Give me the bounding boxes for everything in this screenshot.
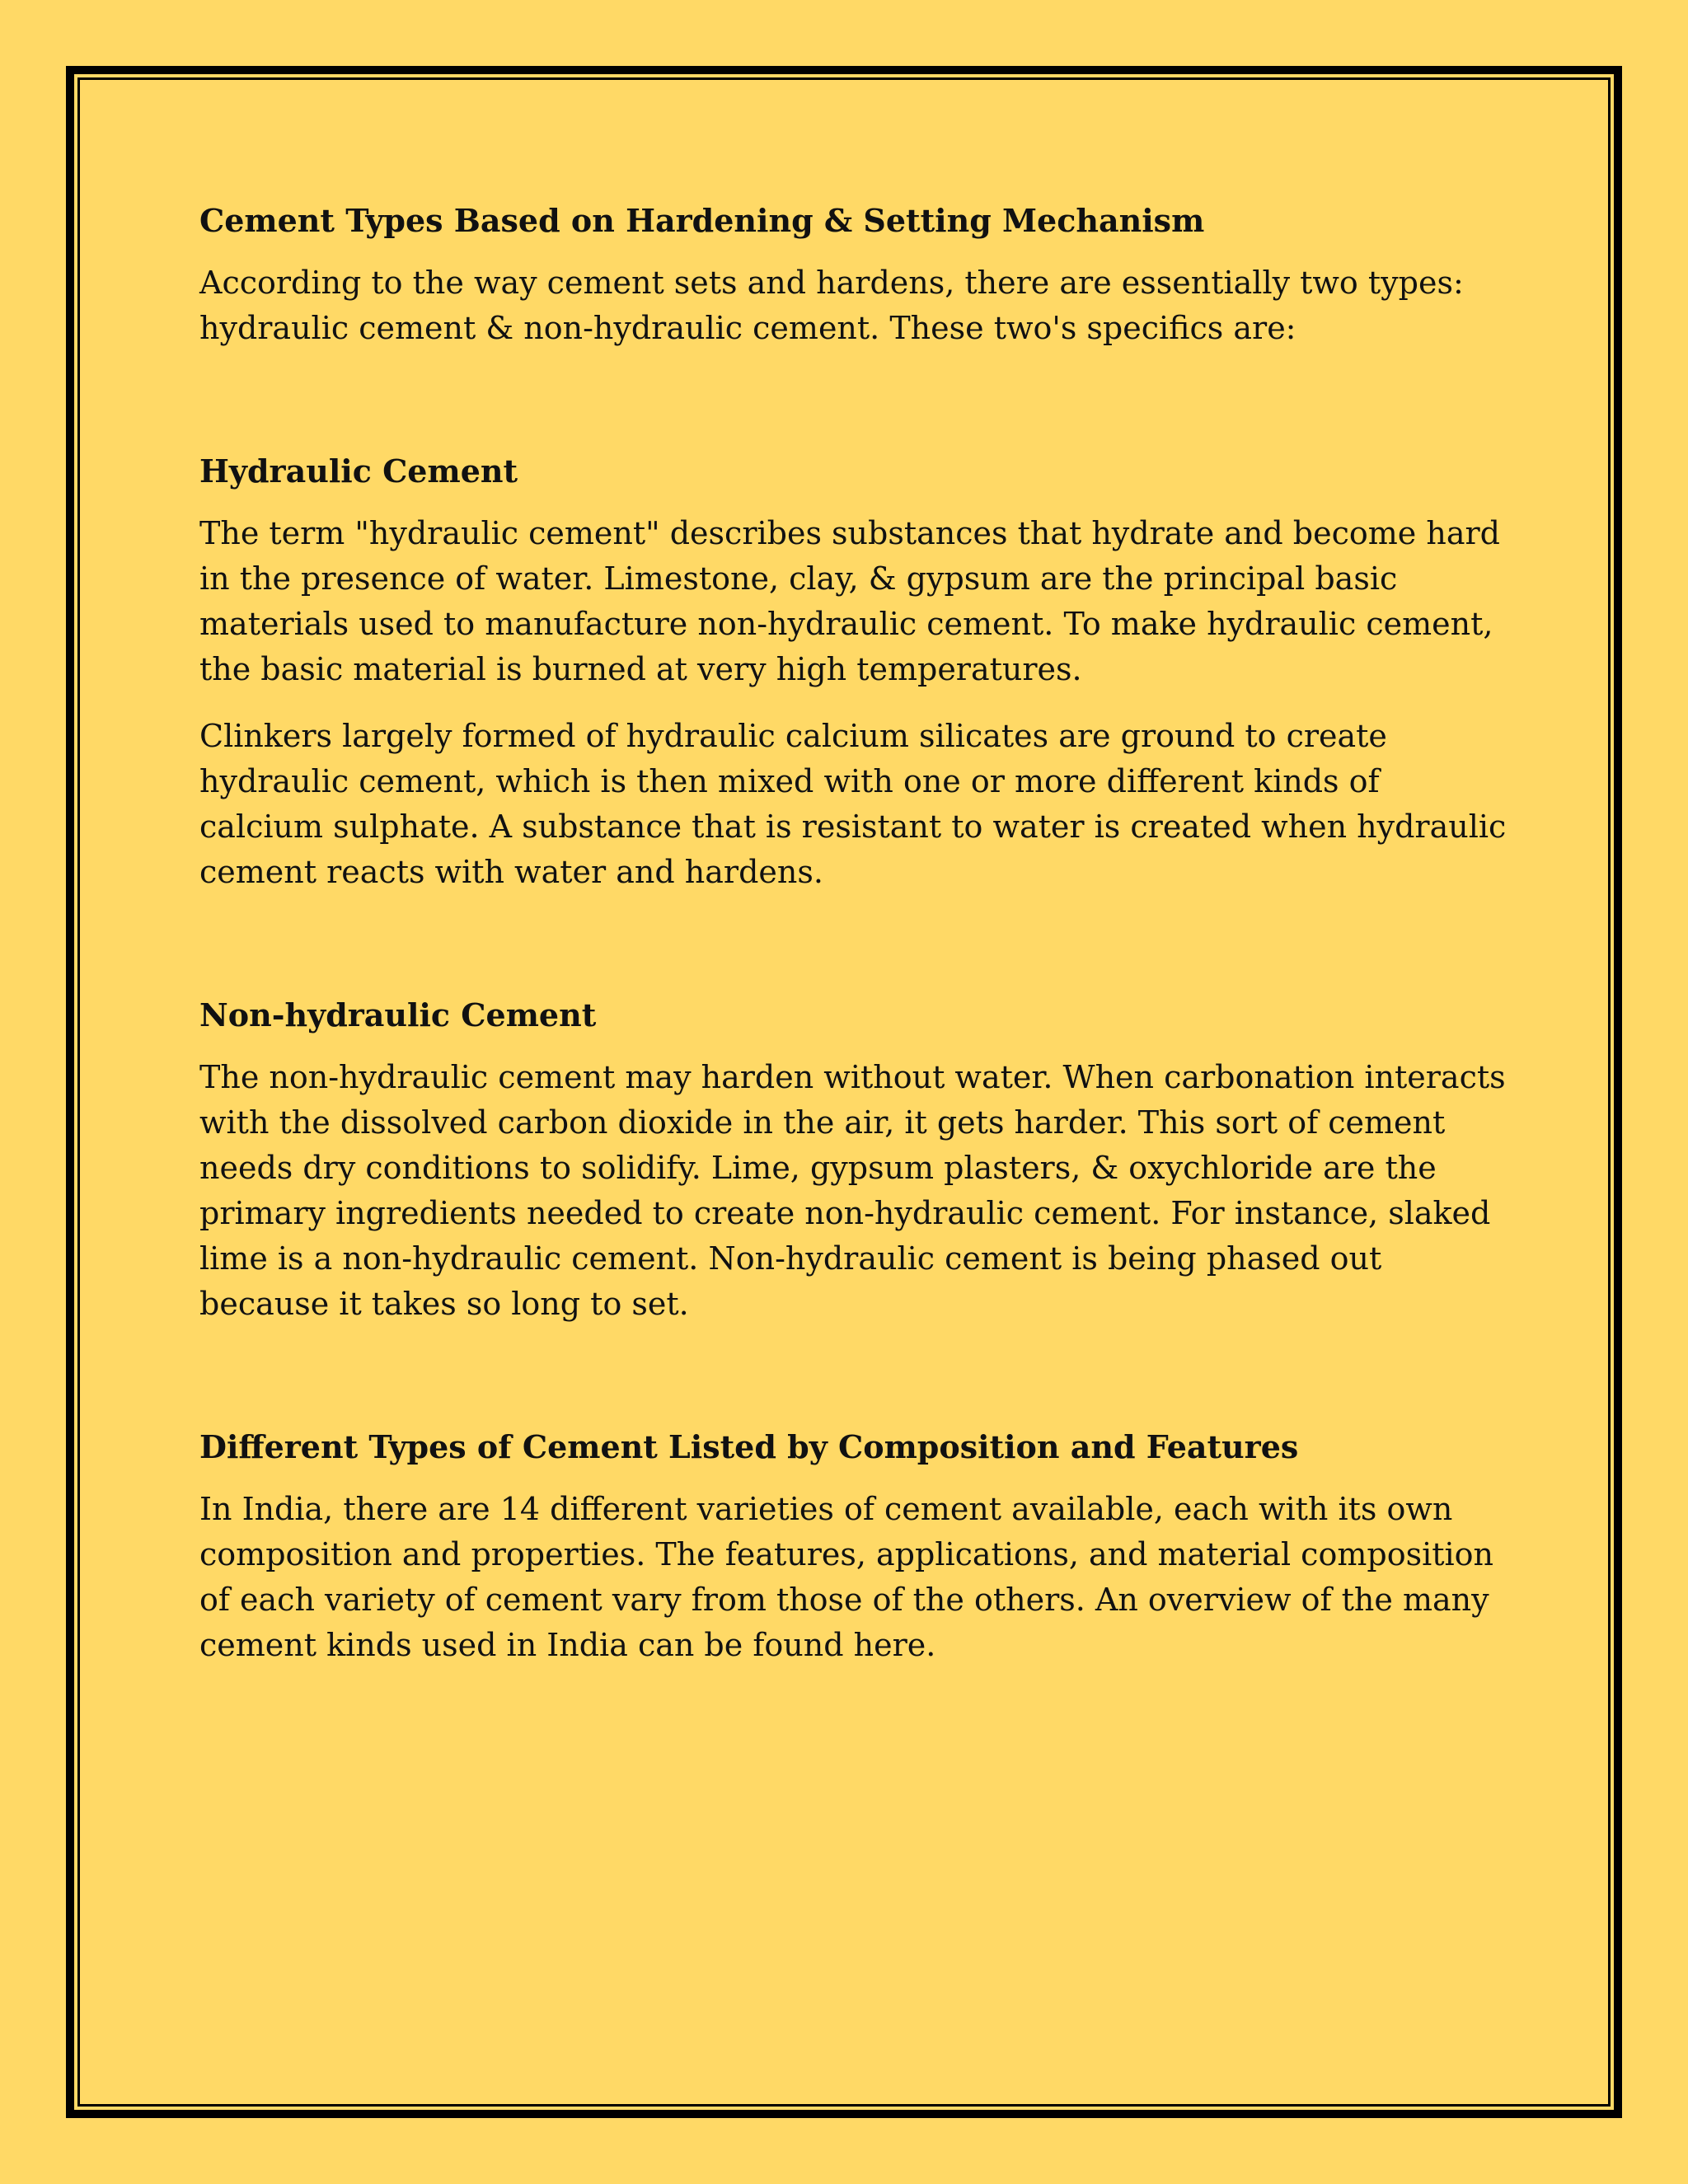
section-heading: Non-hydraulic Cement [199, 996, 597, 1033]
paragraph: In India, there are 14 different varieties of cement available, each with its own composition and properties. The features, applications, and material composition of each variety of cement vary from those of the others. An overview of the many cement kinds used in India can be found here. [199, 1491, 1494, 1663]
section-non-hydraulic-cement [199, 991, 1510, 1327]
section-heading: Different Types of Cement Listed by Composition and Features [199, 1428, 1299, 1465]
document-body [199, 196, 1510, 1690]
paragraph: The non-hydraulic cement may harden without water. When carbonation interacts with the dissolved carbon dioxide in the air, it gets harder. This sort of cement needs dry conditions to solidify. Lime, gypsum plasters, & oxychloride are the primary ingredients needed to create non-hydraulic cement. For instance, slaked lime is a non-hydraulic cement. Non-hydraulic cement is being phased out because it takes so long to set. [199, 1059, 1506, 1322]
section-hydraulic-cement [199, 447, 1510, 895]
section-setting-mechanism [199, 196, 1510, 351]
section-spacer [199, 1348, 1510, 1422]
section-types-by-composition [199, 1422, 1510, 1668]
paragraph: The term "hydraulic cement" describes substances that hydrate and become hard in the presence of water. Limestone, clay, & gypsum are the principal basic materials used to manufacture non-hydraulic cement. To make hydraulic cement, the basic material is burned at very high temperatures. [199, 515, 1500, 687]
paragraph: According to the way cement sets and hardens, there are essentially two types: hydraulic cement & non-hydraulic cement. These two's specifics are: [199, 265, 1464, 346]
paragraph: Clinkers largely formed of hydraulic calcium silicates are ground to create hydraulic cement, which is then mixed with one or more different kinds of calcium sulphate. A substance that is resistant to water is created when hydraulic cement reacts with water and hardens. [199, 718, 1507, 890]
section-spacer [199, 916, 1510, 991]
section-heading: Cement Types Based on Hardening & Setting Mechanism [199, 202, 1205, 239]
section-heading: Hydraulic Cement [199, 452, 518, 490]
section-spacer [199, 373, 1510, 447]
